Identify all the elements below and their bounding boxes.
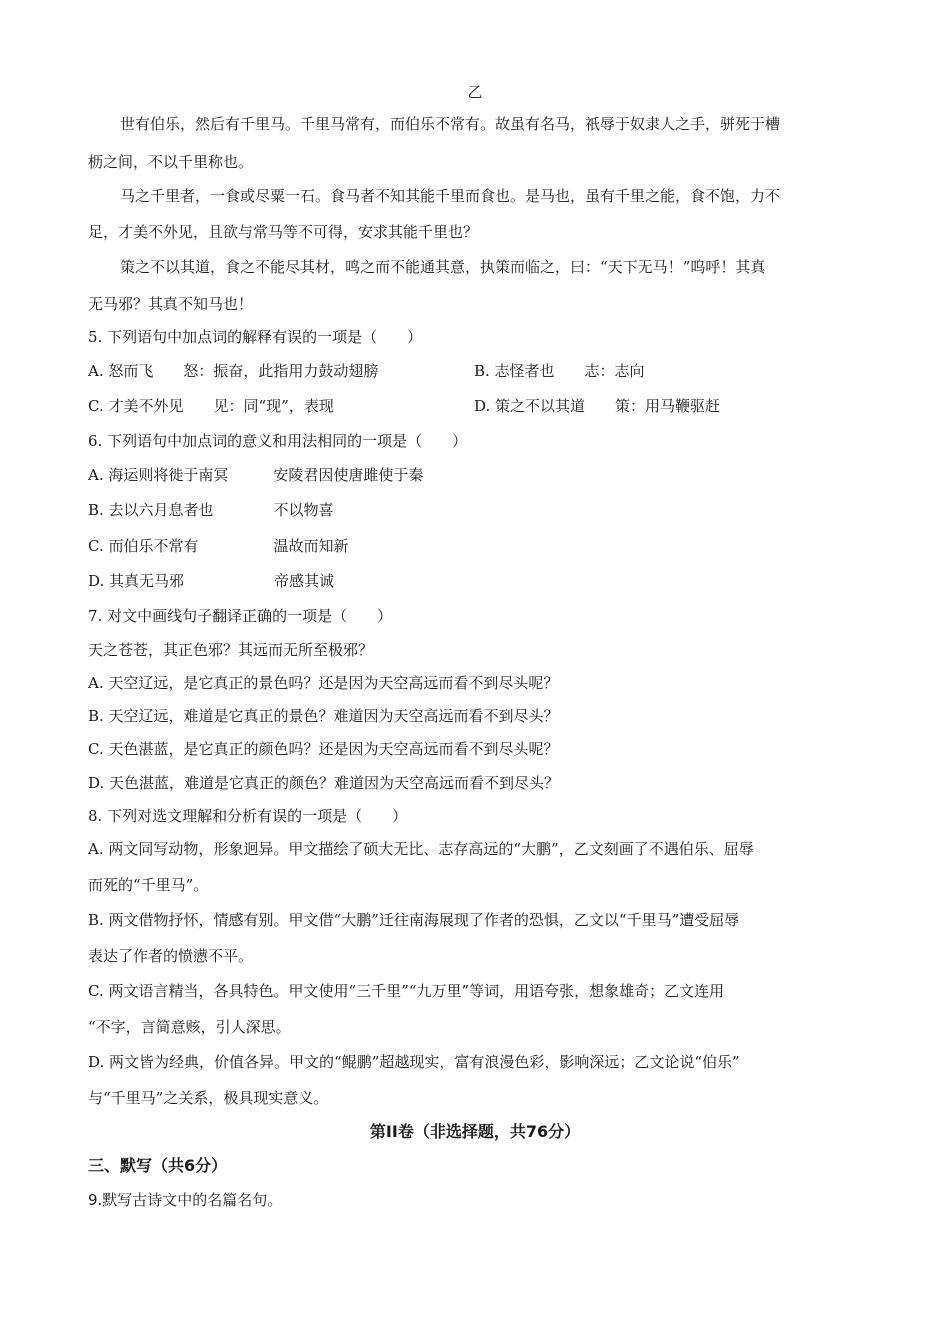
q7-option-a: A. 天空辽远，是它真正的景色吗？还是因为天空高远而看不到尽头呢？ [88,674,559,692]
passage-p1-line2: 枥之间，不以千里称也。 [88,153,254,171]
q5-stem: 5. 下列语句中加点词的解释有误的一项是（ ） [88,328,423,346]
passage-p2-line2: 足，才美不外见，且欲与常马等不可得，安求其能千里也？ [88,223,479,241]
q8-option-d-line2: 与“千里马”之关系，极具现实意义。 [88,1089,329,1107]
q5-option-d: D. 策之不以其道 策：用马鞭驱赶 [474,397,721,415]
q7-stem: 7. 对文中画线句子翻译正确的一项是（ ） [88,607,393,625]
q6-option-c: C. 而伯乐不常有 温故而知新 [88,537,349,555]
q6-option-a: A. 海运则将徙于南冥 安陵君因使唐雎使于秦 [88,466,424,484]
q8-option-d-line1: D. 两文皆为经典，价值各异。甲文的“鲲鹏”超越现实，富有浪漫色彩，影响深远；乙文论说“伯乐” [88,1053,740,1071]
q6-option-b: B. 去以六月息者也 不以物喜 [88,501,334,519]
q8-option-b-line2: 表达了作者的愤懑不平。 [88,947,254,965]
q8-option-a-line1: A. 两文同写动物，形象迥异。甲文描绘了硕大无比、志存高远的“大鹏”，乙文刻画了不遇伯乐、屈辱 [88,840,754,858]
q8-option-b-line1: B. 两文借物抒怀，情感有别。甲文借“大鹏”迁往南海展现了作者的恐惧，乙文以“千里马”遭受屈辱 [88,911,740,929]
passage-p3-line2: 无马邪？其真不知马也！ [88,295,254,313]
q7-quote: 天之苍苍，其正色邪？其远而无所至极邪？ [88,641,374,659]
q5-option-b: B. 志怪者也 志：志向 [474,362,645,380]
q7-option-b: B. 天空辽远，难道是它真正的景色？难道因为天空高远而看不到尽头？ [88,707,559,725]
q9-stem: 9.默写古诗文中的名篇名句。 [88,1191,283,1209]
passage-title: 乙 [467,83,483,101]
q6-option-d: D. 其真无马邪 帝感其诚 [88,572,335,590]
q5-option-c: C. 才美不外见 见：同“现”，表现 [88,397,334,415]
q7-option-c: C. 天色湛蓝，是它真正的颜色吗？还是因为天空高远而看不到尽头呢？ [88,740,559,758]
q8-option-c-line2: “不字，言简意赅，引人深思。 [88,1018,291,1036]
passage-p2-line1: 马之千里者，一食或尽粟一石。食马者不知其能千里而食也。是马也，虽有千里之能，食不饱，力不 [120,187,781,205]
q8-stem: 8. 下列对选文理解和分析有误的一项是（ ） [88,807,408,825]
q8-option-c-line1: C. 两文语言精当，各具特色。甲文使用“三千里”“九万里”等词，用语夸张，想象雄奇；乙文连用 [88,982,725,1000]
q5-option-a: A. 怒而飞 怒：振奋，此指用力鼓动翅膀 [88,362,379,380]
passage-p3-line1: 策之不以其道，食之不能尽其材，鸣之而不能通其意，执策而临之，曰：“天下无马！”呜呼！其真 [120,258,766,276]
part2-title: 第II卷（非选择题，共76分） [369,1122,581,1141]
passage-p1-line1: 世有伯乐，然后有千里马。千里马常有，而伯乐不常有。故虽有名马，祇辱于奴隶人之手，骈死于槽 [120,115,781,133]
q6-stem: 6. 下列语句中加点词的意义和用法相同的一项是（ ） [88,432,468,450]
q7-option-d: D. 天色湛蓝，难道是它真正的颜色？难道因为天空高远而看不到尽头？ [88,774,560,792]
section3-title: 三、默写（共6分） [88,1156,228,1175]
q8-option-a-line2: 而死的“千里马”。 [88,876,209,894]
